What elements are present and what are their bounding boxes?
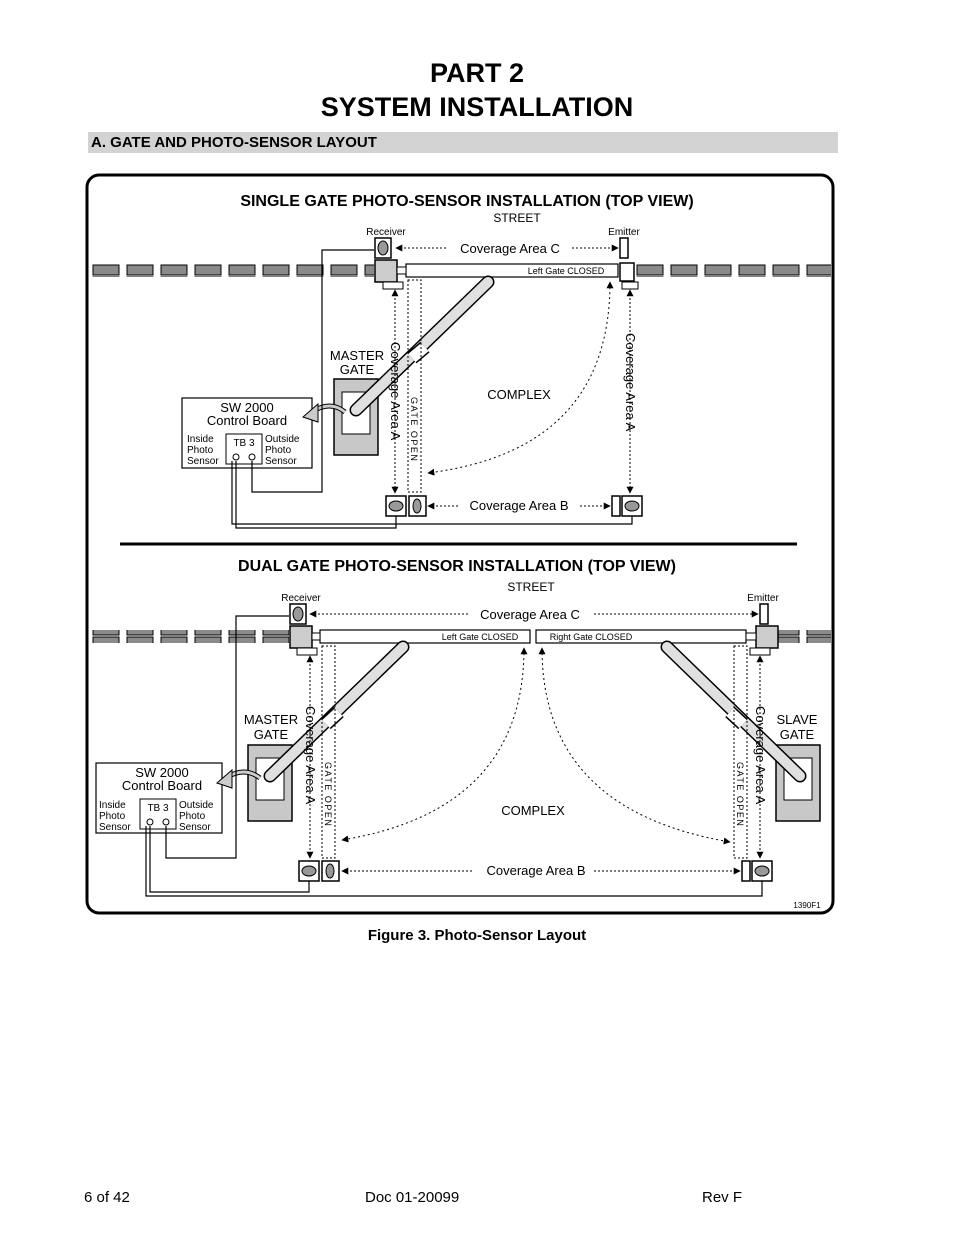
dual-outside-label-2: Photo <box>179 811 206 822</box>
single-inside-sensor-right-emitter <box>612 496 620 516</box>
single-outside-label-3: Sensor <box>265 456 297 467</box>
photo-sensor-layout-figure <box>84 172 836 917</box>
single-inside-label-3: Sensor <box>187 456 219 467</box>
dual-fence-right <box>778 630 831 643</box>
single-master-gate-label-1: MASTER <box>329 348 385 363</box>
dual-tb3-label: TB 3 <box>147 803 169 814</box>
dual-slave-gate-label-2: GATE <box>779 727 815 742</box>
single-fence-left <box>89 264 374 277</box>
dual-gate-title: DUAL GATE PHOTO-SENSOR INSTALLATION (TOP VIEW) <box>238 558 676 575</box>
single-receiver-label: Receiver <box>366 227 406 238</box>
dual-coverage-a-right-label: Coverage Area A <box>753 706 768 805</box>
dual-receiver-label: Receiver <box>281 593 321 604</box>
dual-board-label-1: SW 2000 <box>135 765 189 780</box>
single-outside-label-2: Photo <box>265 445 292 456</box>
single-inside-label-2: Photo <box>187 445 214 456</box>
figure-caption: Figure 3. Photo-Sensor Layout <box>367 927 587 944</box>
dual-complex-label: COMPLEX <box>501 803 565 818</box>
single-emitter-sensor <box>620 238 628 258</box>
single-complex-label: COMPLEX <box>487 387 551 402</box>
dual-board-label-2: Control Board <box>121 778 203 793</box>
dual-gate-open-label-left: GATE OPEN <box>323 762 333 828</box>
single-gate-post-left <box>375 260 397 282</box>
single-outside-label-1: Outside <box>265 434 300 445</box>
single-gate-post-right <box>620 263 634 281</box>
single-wire-inside <box>236 461 396 528</box>
single-coverage-b-label: Coverage Area B <box>469 498 569 513</box>
dual-coverage-c-label: Coverage Area C <box>480 607 580 622</box>
single-tb3-label: TB 3 <box>233 438 255 449</box>
dual-master-gate-label-2: GATE <box>253 727 289 742</box>
single-fence-right <box>635 264 831 277</box>
section-heading: A. GATE AND PHOTO-SENSOR LAYOUT <box>88 132 838 153</box>
dual-slave-gate-label-1: SLAVE <box>776 712 818 727</box>
page-title: SYSTEM INSTALLATION <box>320 92 634 122</box>
single-left-gate-label: Left Gate CLOSED <box>527 266 605 276</box>
single-emitter-label: Emitter <box>608 227 640 238</box>
dual-inside-sensor-right-emitter <box>742 861 750 881</box>
single-coverage-a-left-label: Coverage Area A <box>388 342 403 441</box>
dual-gate-open-label-right: GATE OPEN <box>735 762 745 828</box>
dual-inside-label-3: Sensor <box>99 822 131 833</box>
part-heading: PART 2 <box>429 58 524 88</box>
dual-outside-label-3: Sensor <box>179 822 211 833</box>
dual-coverage-a-left-label: Coverage Area A <box>303 706 318 805</box>
dual-emitter-sensor <box>760 604 768 624</box>
single-gate-title: SINGLE GATE PHOTO-SENSOR INSTALLATION (TOP VIEW) <box>240 193 694 210</box>
single-coverage-c-label: Coverage Area C <box>460 241 560 256</box>
single-board-label-2: Control Board <box>206 413 288 428</box>
single-coverage-a-right-label: Coverage Area A <box>623 333 638 432</box>
document-number: Doc 01-20099 <box>365 1189 460 1206</box>
single-board-label-1: SW 2000 <box>220 400 274 415</box>
figure-code: 1390F1 <box>793 901 821 910</box>
dual-fence-left <box>89 630 289 643</box>
dual-coverage-b-label: Coverage Area B <box>486 863 586 878</box>
revision: Rev F <box>702 1189 743 1206</box>
page-number: 6 of 42 <box>84 1189 130 1206</box>
single-inside-label-1: Inside <box>187 434 214 445</box>
dual-right-gate-label: Right Gate CLOSED <box>549 632 633 642</box>
single-street-label: STREET <box>493 211 541 225</box>
dual-outside-label-1: Outside <box>179 800 214 811</box>
dual-gate-post-right <box>756 626 778 648</box>
dual-emitter-label: Emitter <box>747 593 779 604</box>
dual-master-gate-label-1: MASTER <box>243 712 299 727</box>
dual-wire-inside <box>150 826 309 892</box>
dual-left-gate-label: Left Gate CLOSED <box>441 632 519 642</box>
dual-inside-label-1: Inside <box>99 800 126 811</box>
single-gate-open-label: GATE OPEN <box>409 397 419 463</box>
dual-wire-emitter <box>146 826 762 896</box>
dual-gate-post-left <box>290 626 312 648</box>
single-master-gate-label-2: GATE <box>339 362 375 377</box>
dual-street-label: STREET <box>507 580 555 594</box>
dual-inside-label-2: Photo <box>99 811 126 822</box>
